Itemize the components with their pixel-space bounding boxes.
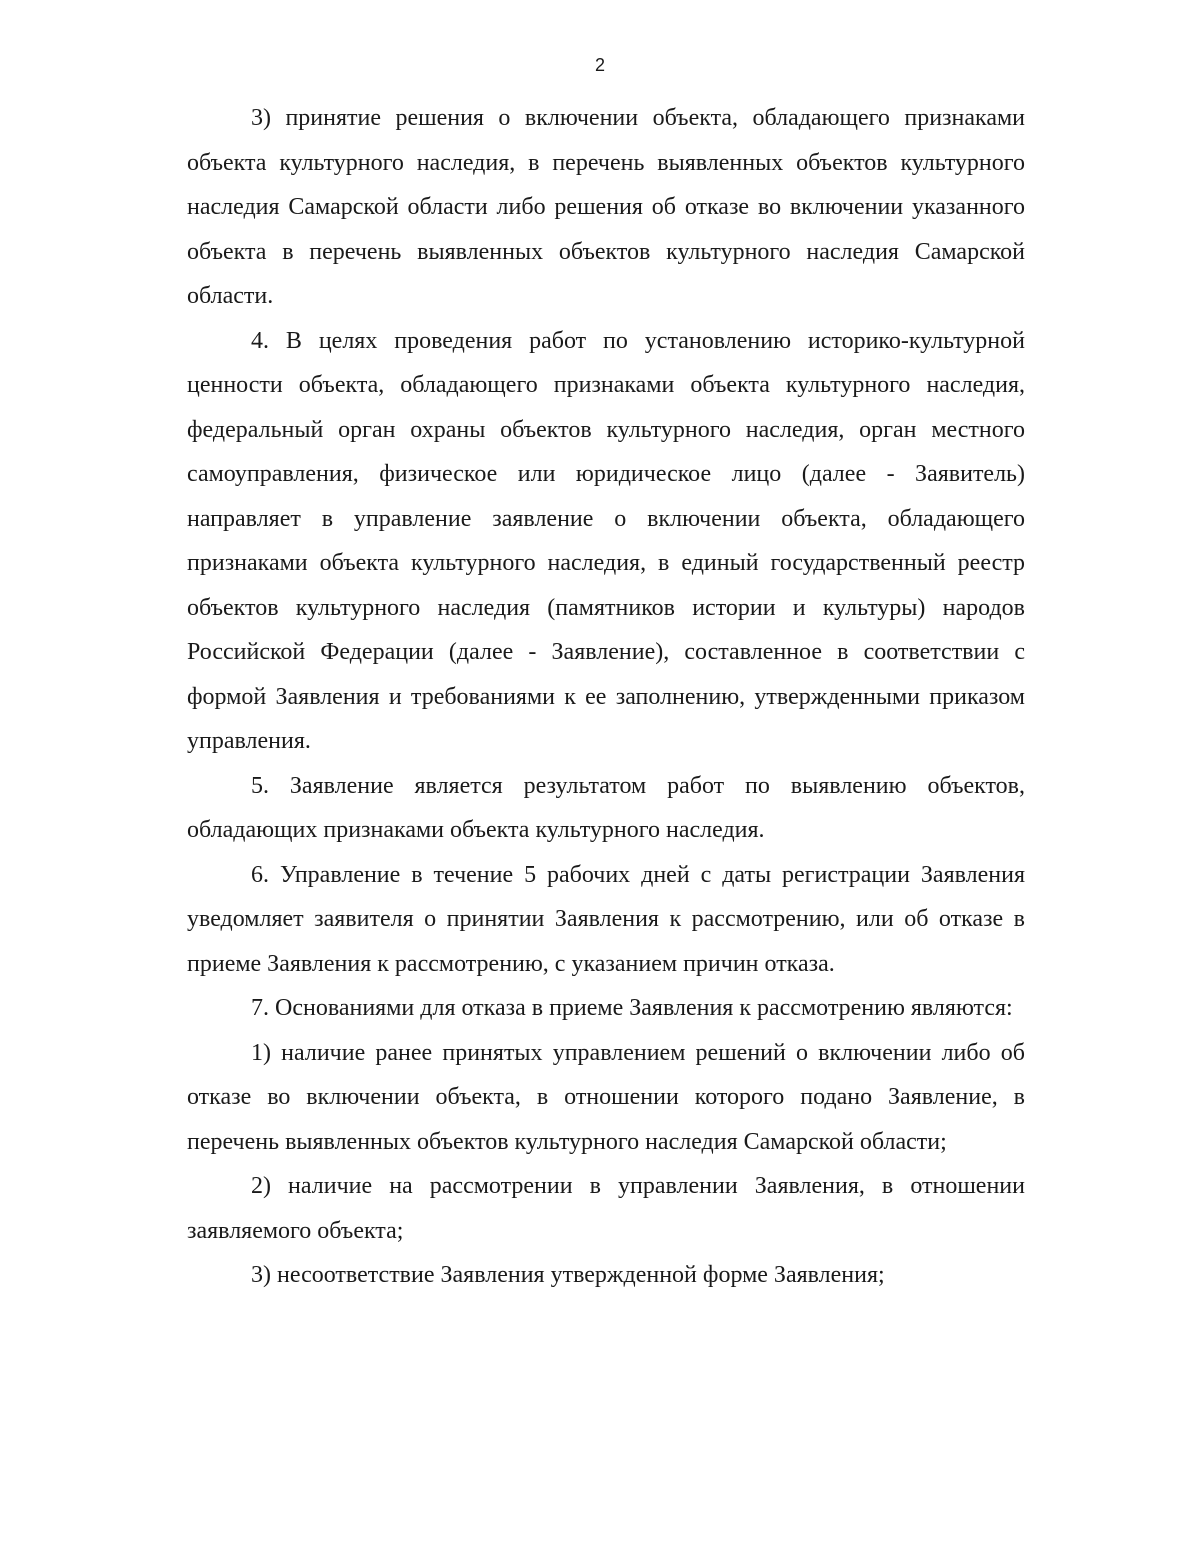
paragraph-6-notification: 6. Управление в течение 5 рабочих дней с даты регистрации Заявления уведомляет заявителя о принятии Заявления к рассмотрению, или об отказе в приеме Заявления к рассмотрению, с указанием причин отказа. [187,861,1025,977]
paragraph-7-item-2: 2) наличие на рассмотрении в управлении Заявления, в отношении заявляемого объекта; [187,1173,1025,1244]
paragraph-7-item-3: 3) несоответствие Заявления утвержденной форме Заявления; [251,1262,885,1288]
paragraph-item-3-decision: 3) принятие решения о включении объекта, обладающего признаками объекта культурного наследия, в перечень выявленных объектов культурного наследия Самарской области либо решения об отказе во включении указанного объекта в перечень выявленных объектов культурного наследия Самарской области. [187,105,1025,309]
paragraph-5-application-result: 5. Заявление является результатом работ по выявлению объектов, обладающих признаками объекта культурного наследия. [187,772,1025,843]
document-body [187,96,1025,1298]
paragraph-7-item-1: 1) наличие ранее принятых управлением решений о включении либо об отказе во включении объекта, в отношении которого подано Заявление, в перечень выявленных объектов культурного наследия Самарской области; [187,1039,1025,1155]
paragraph-4-application-submission: 4. В целях проведения работ по установлению историко-культурной ценности объекта, обладающего признаками объекта культурного наследия, федеральный орган охраны объектов культурного наследия, орган местного самоуправления, физическое или юридическое лицо (далее - Заявитель) направляет в управление заявление о включении объекта, обладающего признаками объекта культурного наследия, в единый государственный реестр объектов культурного наследия (памятников истории и культуры) народов Российской Федерации (далее - Заявление), составленное в соответствии с формой Заявления и требованиями к ее заполнению, утвержденными приказом управления. [187,327,1025,754]
paragraph-7-refusal-grounds: 7. Основаниями для отказа в приеме Заявления к рассмотрению являются: [251,995,1013,1021]
page-number: 2 [594,55,605,75]
